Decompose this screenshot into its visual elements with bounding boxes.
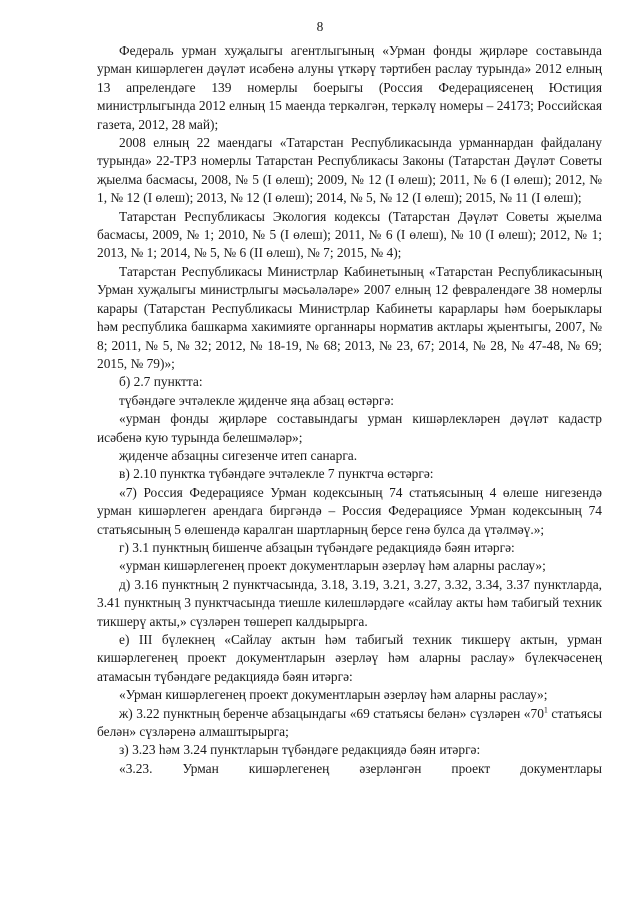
paragraph-item-d: д) 3.16 пунктның 2 пунктчасында, 3.18, 3.19, 3.21, 3.27, 3.32, 3.34, 3.37 пунктларда, 3.41 пунктның 3 пунктчасында тиешле килешләрдәге «сайлау акты һәм табигый техник тикшерү акты,» сүзләрен төшереп калдырырга. (97, 576, 602, 629)
paragraph-ecology-code: Татарстан Республикасы Экология кодексы (Татарстан Дәүләт Советы җыелма басмасы, 2009, № 1; 2010, № 5 (I өлеш); 2011, № 6 (I өлеш), № 10 (I өлеш); 2012, № 1; 2013, № 1; 2014, № 5, № 6 (II өлеш), № 7; 2015, № 4); (97, 208, 602, 261)
paragraph-forest-agency-order: Федераль урман хуҗалыгы агентлыгының «Урман фонды җирләре составында урман кишәрлеген дәүләт исәбенә алуны үткәрү тәртибен раслау турында» 2012 елның 13 апрелендәге 139 номерлы боерыгы (Россия Федерациясенең Юстиция министрлыгында 2012 елның 15 маенда теркәлгән, теркәлү номеры – 24173; Российская газета, 2012, 28 май); (97, 43, 602, 132)
paragraph-renumber: җиденче абзацны сигезенче итеп санарга. (119, 447, 358, 463)
paragraph-cadastre-quote: «урман фонды җирләре составындагы урман кишәрлекләрен дәүләт кадастр исәбенә кую турында белешмәләр»; (97, 411, 602, 445)
paragraph-item-zh-head: ж) 3.22 пунктның беренче абзацындагы «69 статьясы белән» сүзләрен «70 (119, 705, 544, 721)
paragraph-forest-use-law: 2008 елның 22 маендагы «Татарстан Республикасында урманнардан файдалану турында» 22-ТРЗ номерлы Татарстан Республикасы Законы (Татарстан Дәүләт Советы җыелма басмасы, 2008, № 5 (I өлеш); 2009, № 12 (I өлеш); 2011, № 6 (I өлеш); 2012, № 1, № 12 (I өлеш); 2013, № 12 (I өлеш); 2014, № 5, № 12 (I өлеш); 2015, № 11 (I өлеш); (97, 135, 602, 206)
paragraph-cabinet-resolution: Татарстан Республикасы Министрлар Кабинетының «Татарстан Республикасының Урман хуҗалыгы министрлыгы мәсьәләләре» 2007 елның 12 февралендәге 38 номерлы карары (Татарстан Республикасы Министрлар Кабинеты карарлары һәм боерыклары һәм республика башкарма хакимияте органнары норматив актлары җыентыгы, 2007, № 8; 2011, № 5, № 32; 2012, № 18-19, № 68; 2013, № 23, 67; 2014, № 28, № 47-48, № 69; 2015, № 79)»; (97, 263, 602, 371)
page-number: 8 (316, 19, 324, 34)
paragraph-subitem-7: «7) Россия Федерациясе Урман кодексының 74 статьясының 4 өлеше нигезендә урман кишәрлеген арендага биргәндә – Россия Федерациясе Урман кодексының 74 статьясының 5 өлешендә каралган шартларның берсе генә булса да үтәлмәү.»; (97, 484, 602, 537)
paragraph-section-title-quote: «Урман кишәрлегенең проект документларын әзерләү һәм аларны раслау»; (119, 687, 548, 703)
paragraph-project-docs-quote: «урман кишәрлегенең проект документларын әзерләү һәм аларны раслау»; (119, 558, 546, 574)
paragraph-item-zh (97, 705, 602, 742)
paragraph-add-seventh-abzac: түбәндәге эчтәлекле җиденче яңа абзац өстәргә: (119, 392, 394, 408)
superscript-one: 1 (543, 705, 548, 715)
paragraph-item-g: г) 3.1 пунктның бишенче абзацын түбәндәге редакциядә бәян итәргә: (119, 539, 515, 555)
paragraph-item-zh-tail: статьясы белән» сүзләренә алмаштырырга; (97, 705, 602, 740)
paragraph-3-23: «3.23. Урман кишәрлегенең әзерләнгән проект документлары (119, 760, 602, 776)
document-body (97, 42, 602, 778)
paragraph-item-z: з) 3.23 һәм 3.24 пунктларын түбәндәге редакциядә бәян итәргә: (119, 742, 481, 758)
paragraph-item-e: е) III бүлекнең «Сайлау актын һәм табигый техник тикшерү актын, урман кишәрлегенең проект документларын әзерләү һәм аларны раслау» бүлекчәсенең атамасын түбәндәге редакциядә бәян итәргә: (97, 632, 602, 684)
paragraph-item-v: в) 2.10 пунктка түбәндәге эчтәлекле 7 пунктча өстәргә: (119, 466, 434, 482)
paragraph-item-b: б) 2.7 пунктта: (119, 374, 203, 390)
